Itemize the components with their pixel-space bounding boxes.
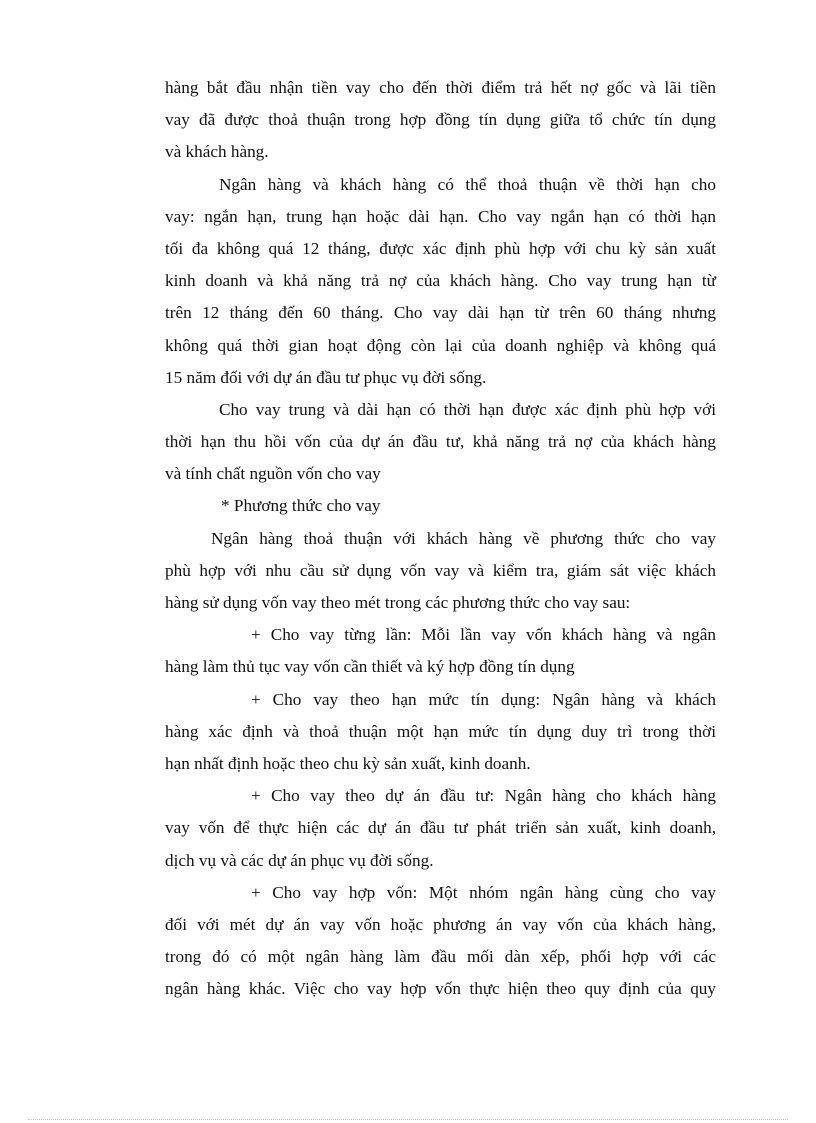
- text-line: vay đã được thoả thuận trong hợp đồng tín dụng giữa tổ chức tín dụng: [165, 110, 716, 130]
- text-line: và khách hàng.: [165, 142, 269, 162]
- text-line: thời hạn thu hồi vốn của dự án đầu tư, khả năng trả nợ của khách hàng: [165, 432, 716, 452]
- text-line: vay vốn để thực hiện các dự án đầu tư phát triển sản xuất, kinh doanh,: [165, 818, 716, 838]
- paragraph-first-line: Ngân hàng thoả thuận với khách hàng về phương thức cho vay: [211, 528, 716, 548]
- document-page: [165, 72, 716, 1005]
- paragraph-first-line: Ngân hàng và khách hàng có thể thoả thuận về thời hạn cho: [219, 174, 716, 194]
- section-heading: * Phương thức cho vay: [221, 496, 381, 516]
- text-line: hàng làm thủ tục vay vốn cần thiết và ký hợp đồng tín dụng: [165, 657, 575, 677]
- text-line: 15 năm đối với dự án đầu tư phục vụ đời sống.: [165, 367, 487, 387]
- text-line: kinh doanh và khả năng trả nợ của khách hàng. Cho vay trung hạn từ: [165, 271, 716, 291]
- text-line: hàng bắt đầu nhận tiền vay cho đến thời điểm trả hết nợ gốc và lãi tiền: [165, 78, 716, 97]
- text-line: trong đó có một ngân hàng làm đầu mối dàn xếp, phối hợp với các: [165, 947, 716, 967]
- text-line: ngân hàng khác. Việc cho vay hợp vốn thực hiện theo quy định của quy: [165, 979, 716, 999]
- text-line: hạn nhất định hoặc theo chu kỳ sản xuất, kinh doanh.: [165, 753, 531, 773]
- list-item-first-line: + Cho vay theo dự án đầu tư: Ngân hàng cho khách hàng: [251, 786, 716, 806]
- list-item-first-line: + Cho vay theo hạn mức tín dụng: Ngân hàng và khách: [251, 689, 716, 709]
- text-line: tối đa không quá 12 tháng, được xác định phù hợp với chu kỳ sản xuất: [165, 238, 716, 258]
- page-bottom-rule: [28, 1119, 788, 1120]
- text-line: trên 12 tháng đến 60 tháng. Cho vay dài hạn từ trên 60 tháng nhưng: [165, 303, 716, 323]
- text-line: và tính chất nguồn vốn cho vay: [165, 464, 381, 484]
- list-item-first-line: + Cho vay từng lần: Mỗi lần vay vốn khách hàng và ngân: [251, 625, 716, 645]
- text-line: không quá thời gian hoạt động còn lại của doanh nghiệp và không quá: [165, 335, 716, 355]
- text-line: hàng xác định và thoả thuận một hạn mức tín dụng duy trì trong thời: [165, 721, 716, 741]
- paragraph-first-line: Cho vay trung và dài hạn có thời hạn được xác định phù hợp với: [219, 399, 716, 419]
- list-item-first-line: + Cho vay hợp vốn: Một nhóm ngân hàng cùng cho vay: [251, 882, 716, 902]
- text-line: hàng sử dụng vốn vay theo mét trong các phương thức cho vay sau:: [165, 593, 631, 612]
- text-line: phù hợp với nhu cầu sử dụng vốn vay và kiểm tra, giám sát việc khách: [165, 560, 716, 580]
- text-line: đối với mét dự án vay vốn hoặc phương án vay vốn của khách hàng,: [165, 914, 716, 934]
- text-line: dịch vụ và các dự án phục vụ đời sống.: [165, 850, 434, 870]
- text-line: vay: ngắn hạn, trung hạn hoặc dài hạn. Cho vay ngắn hạn có thời hạn: [165, 206, 716, 226]
